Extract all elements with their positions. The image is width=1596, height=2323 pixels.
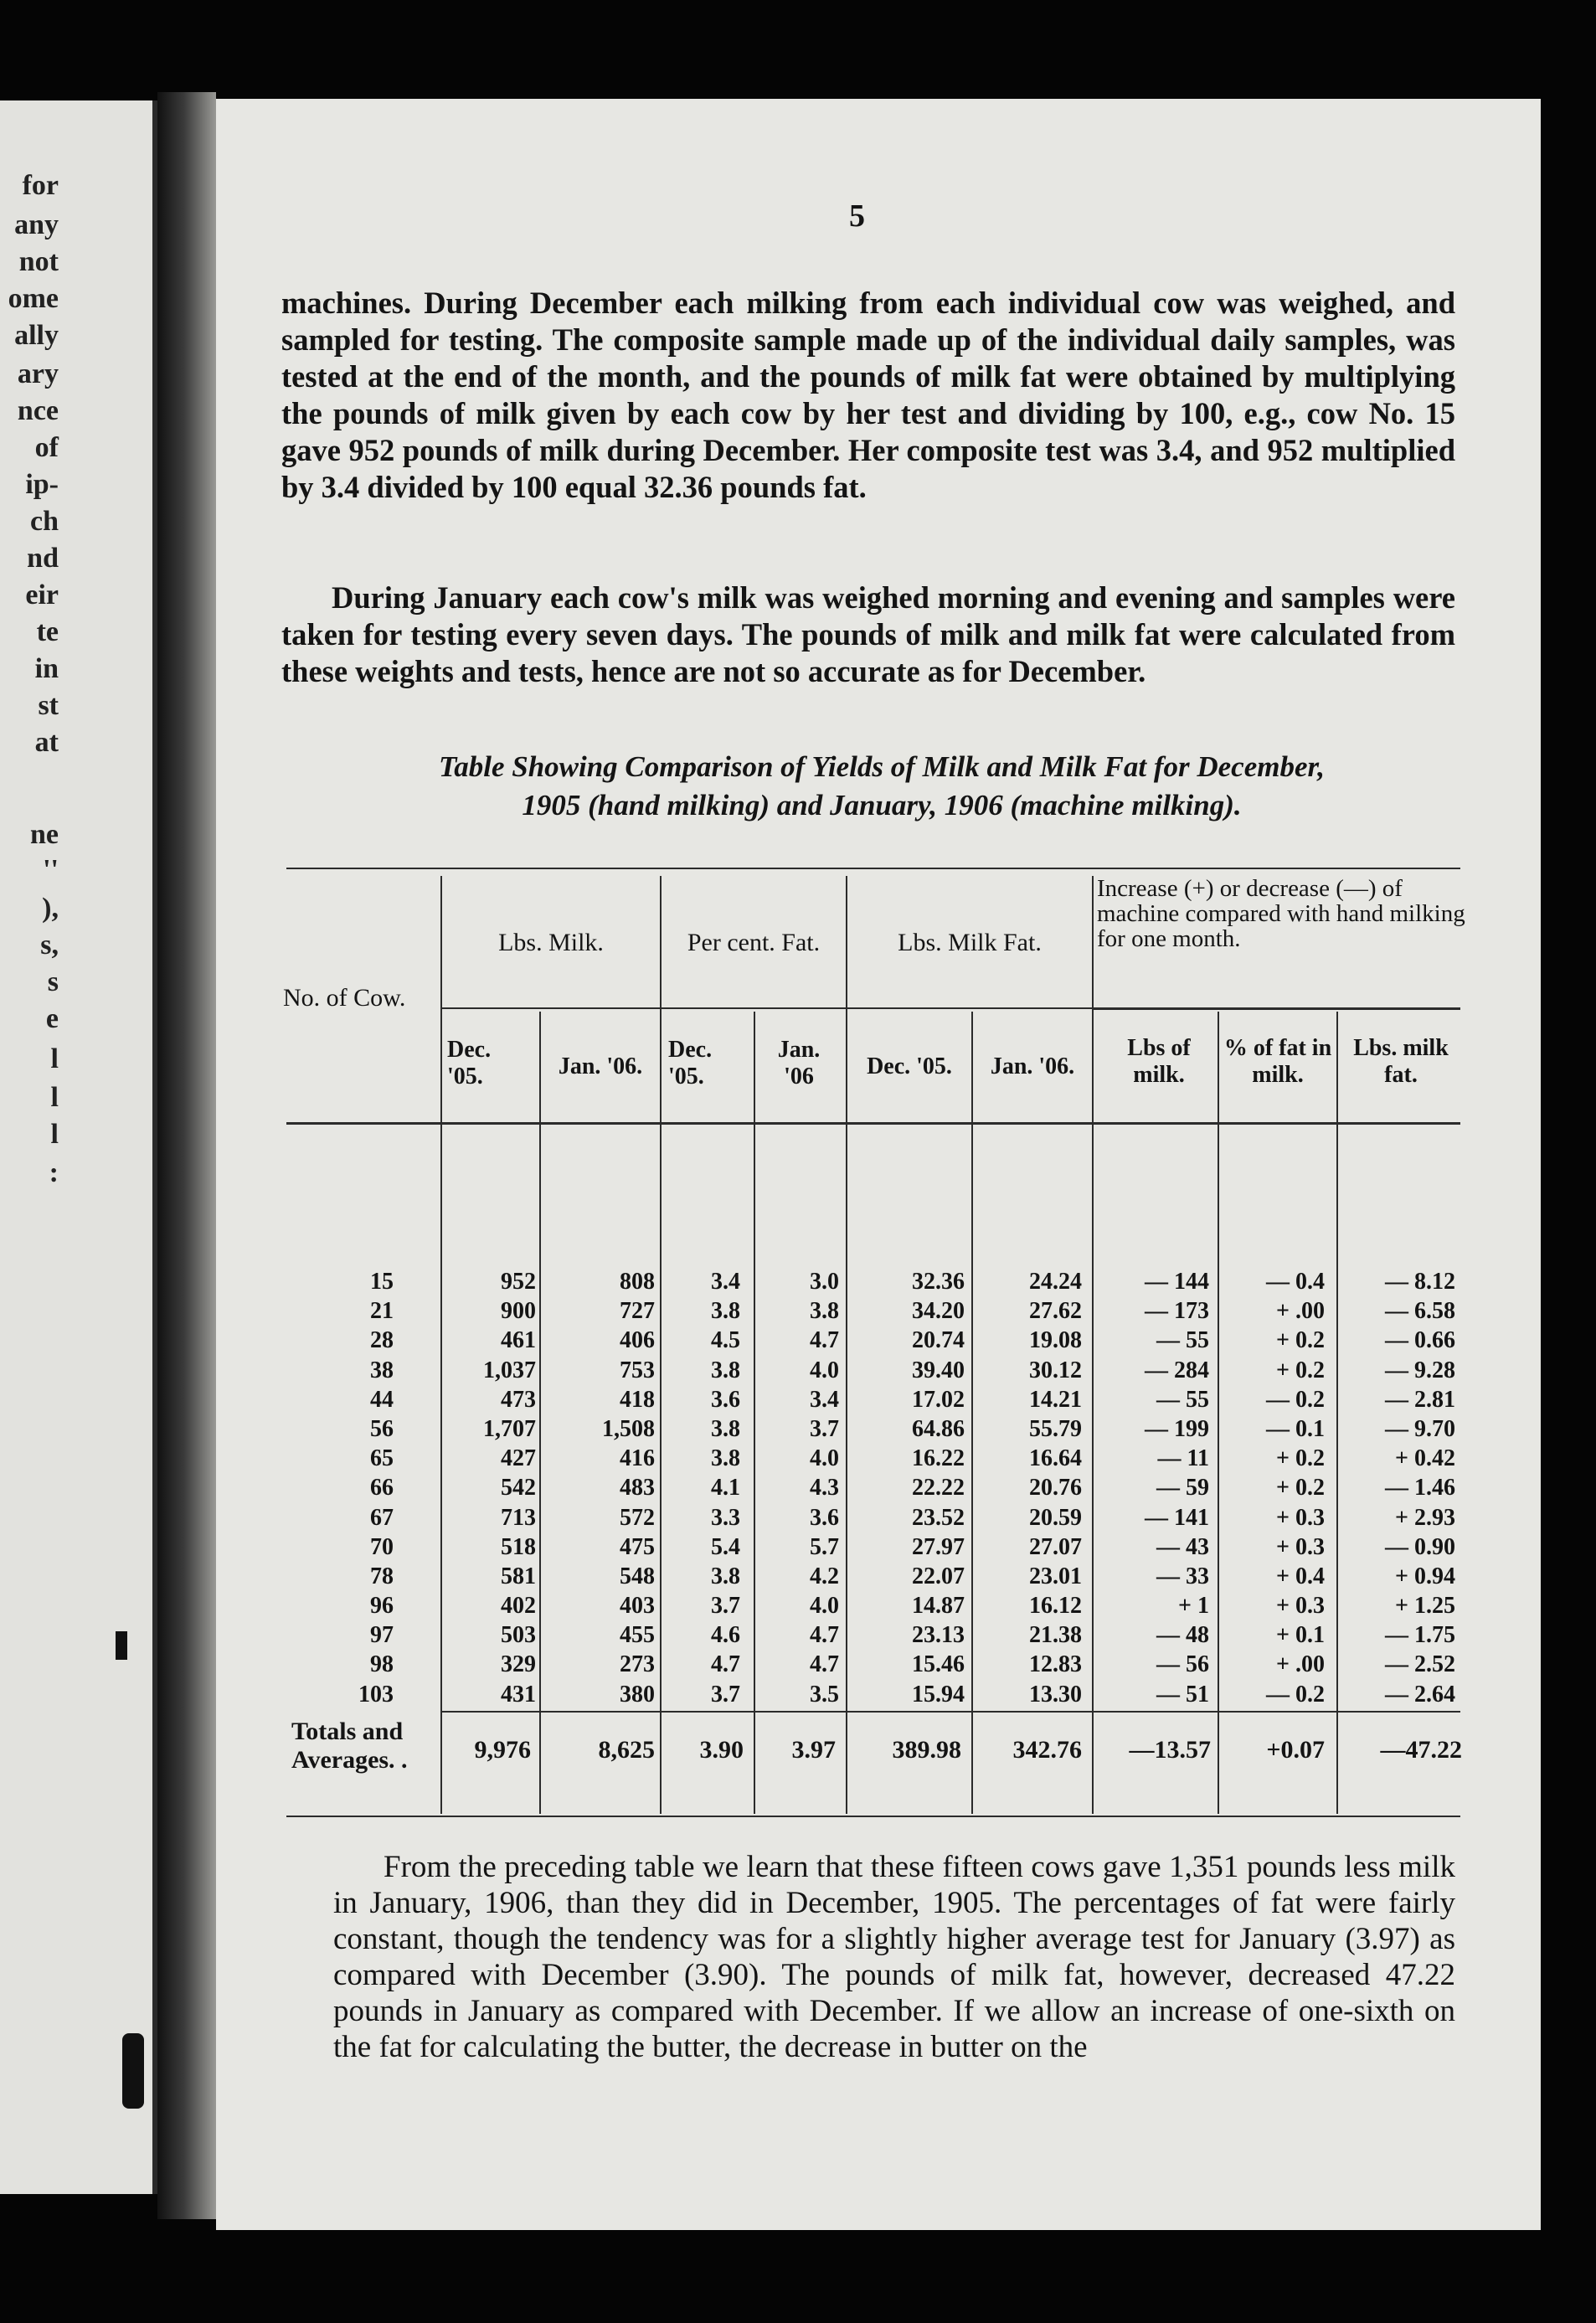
cell-milk-dec: 581 bbox=[501, 1563, 536, 1589]
table-caption-line1: Table Showing Comparison of Yields of Milk and Milk Fat for December, bbox=[439, 750, 1325, 783]
left-page-fragment: l bbox=[50, 1119, 59, 1150]
cell-milk-jan: 727 bbox=[620, 1298, 655, 1325]
cell-mf-dec: 22.22 bbox=[912, 1475, 965, 1501]
left-page-fragment: ip- bbox=[25, 469, 59, 500]
cell-mf-dec: 17.02 bbox=[912, 1386, 965, 1413]
cell-milk-jan: 483 bbox=[620, 1475, 655, 1501]
cell-fat-dec: 3.7 bbox=[711, 1593, 740, 1620]
cell-milk-jan: 455 bbox=[620, 1622, 655, 1649]
col-diff-milk bbox=[1097, 1267, 1209, 1709]
cell-cow: 67 bbox=[370, 1504, 394, 1531]
cell-milk-jan: 475 bbox=[620, 1533, 655, 1560]
page-number: 5 bbox=[849, 198, 865, 234]
cell-mf-dec: 39.40 bbox=[912, 1357, 965, 1383]
left-page-fragment: st bbox=[38, 690, 59, 721]
cell-fat-jan: 4.0 bbox=[810, 1593, 839, 1620]
cell-diff-pct: — 0.1 bbox=[1266, 1415, 1325, 1442]
scan-speck bbox=[116, 1631, 127, 1660]
cell-milk-jan: 808 bbox=[620, 1269, 655, 1295]
cell-milk-jan: 416 bbox=[620, 1445, 655, 1472]
cell-diff-pct: + 0.1 bbox=[1276, 1622, 1325, 1649]
cell-diff-pct: + .00 bbox=[1276, 1651, 1325, 1678]
left-page-fragment: '' bbox=[43, 854, 59, 885]
paragraph-conclusion-text: From the preceding table we learn that these fifteen cows gave 1,351 pounds less milk in January, 1906, than they did in December, 1905. The percentages of fat were fairly constant, though the tendency was for a slightly higher average test for January (3.97) as compared with December (3.90). The pounds of milk fat, however, decreased 47.22 pounds in January as compared with December. If we allow an increase of one-sixth on the fat for calculating the butter, the decrease in butter on the bbox=[333, 1850, 1455, 2064]
col-milk-jan bbox=[541, 1267, 655, 1709]
col-diff-pct bbox=[1219, 1267, 1325, 1709]
cell-fat-jan: 3.4 bbox=[810, 1386, 839, 1413]
cell-milk-dec: 518 bbox=[501, 1533, 536, 1560]
vline-mf bbox=[1092, 876, 1094, 1814]
cell-fat-dec: 4.7 bbox=[711, 1651, 740, 1678]
body-bottom-rule bbox=[442, 1711, 1460, 1713]
cell-fat-jan: 3.6 bbox=[810, 1504, 839, 1531]
totals-label-line1: Totals and bbox=[291, 1718, 404, 1745]
cell-diff-milk: — 33 bbox=[1156, 1563, 1209, 1589]
total-milk-jan: 8,625 bbox=[598, 1736, 655, 1764]
cell-fat-jan: 3.8 bbox=[810, 1298, 839, 1325]
cell-fat-dec: 3.8 bbox=[711, 1563, 740, 1589]
cell-diff-pct: + 0.2 bbox=[1276, 1475, 1325, 1501]
cell-diff-fat: — 0.66 bbox=[1385, 1327, 1455, 1354]
cell-diff-milk: — 48 bbox=[1156, 1622, 1209, 1649]
header-lbs-milk-fat: Lbs. Milk Fat. bbox=[898, 929, 1042, 956]
cell-mf-jan: 30.12 bbox=[1029, 1357, 1082, 1383]
cell-diff-pct: + 0.3 bbox=[1276, 1593, 1325, 1620]
cell-diff-fat: — 0.90 bbox=[1385, 1533, 1455, 1560]
cell-fat-dec: 3.4 bbox=[711, 1269, 740, 1295]
col-cow bbox=[342, 1267, 394, 1709]
cell-mf-jan: 12.83 bbox=[1029, 1651, 1082, 1678]
cell-diff-pct: — 0.2 bbox=[1266, 1386, 1325, 1413]
cell-milk-jan: 273 bbox=[620, 1651, 655, 1678]
cell-mf-jan: 20.59 bbox=[1029, 1504, 1082, 1531]
cell-fat-dec: 3.6 bbox=[711, 1386, 740, 1413]
cell-mf-dec: 15.46 bbox=[912, 1651, 965, 1678]
cell-milk-dec: 461 bbox=[501, 1327, 536, 1354]
header-cow: No. of Cow. bbox=[283, 984, 406, 1012]
cell-diff-fat: — 2.52 bbox=[1385, 1651, 1455, 1678]
cell-fat-jan: 5.7 bbox=[810, 1533, 839, 1560]
cell-fat-dec: 3.7 bbox=[711, 1681, 740, 1707]
cell-mf-dec: 64.86 bbox=[912, 1415, 965, 1442]
table-bottom-rule bbox=[286, 1816, 1460, 1817]
cell-milk-dec: 402 bbox=[501, 1593, 536, 1620]
cell-diff-pct: + .00 bbox=[1276, 1298, 1325, 1325]
cell-mf-jan: 19.08 bbox=[1029, 1327, 1082, 1354]
cell-fat-dec: 3.8 bbox=[711, 1445, 740, 1472]
table-caption bbox=[283, 748, 1480, 825]
cell-diff-milk: + 1 bbox=[1178, 1593, 1209, 1620]
cell-fat-jan: 4.7 bbox=[810, 1327, 839, 1354]
total-diff-pct: +0.07 bbox=[1266, 1736, 1325, 1764]
cell-cow: 21 bbox=[370, 1298, 394, 1325]
cell-mf-dec: 34.20 bbox=[912, 1298, 965, 1325]
header-mf-jan: Jan. '06. bbox=[990, 1053, 1075, 1079]
cell-milk-dec: 473 bbox=[501, 1386, 536, 1413]
left-page-fragment: : bbox=[49, 1157, 59, 1188]
cell-mf-dec: 14.87 bbox=[912, 1593, 965, 1620]
vline-milk bbox=[660, 876, 662, 1814]
header-mf-dec: Dec. '05. bbox=[867, 1053, 952, 1079]
left-page-fragment: not bbox=[18, 246, 59, 277]
cell-milk-jan: 753 bbox=[620, 1357, 655, 1383]
cell-diff-milk: — 59 bbox=[1156, 1475, 1209, 1501]
paragraph-conclusion bbox=[333, 1849, 1455, 2065]
increase-sub-rule bbox=[1092, 1008, 1460, 1010]
cell-diff-fat: — 9.70 bbox=[1385, 1415, 1455, 1442]
cell-cow: 97 bbox=[370, 1622, 394, 1649]
table-top-rule bbox=[286, 868, 1460, 869]
cell-mf-jan: 24.24 bbox=[1029, 1269, 1082, 1295]
cell-milk-jan: 406 bbox=[620, 1327, 655, 1354]
cell-mf-jan: 16.64 bbox=[1029, 1445, 1082, 1472]
total-diff-fat: —47.22 bbox=[1380, 1736, 1462, 1764]
header-milk-jan: Jan. '06. bbox=[558, 1053, 643, 1079]
header-lbs-milk: Lbs. Milk. bbox=[498, 929, 604, 956]
cell-milk-jan: 548 bbox=[620, 1563, 655, 1589]
cell-fat-jan: 4.7 bbox=[810, 1622, 839, 1649]
cell-diff-fat: — 9.28 bbox=[1385, 1357, 1455, 1383]
paragraph-january-text: During January each cow's milk was weighed morning and evening and samples were taken for testing every seven days. The pounds of milk and milk fat were calculated from these weights and tests, hence are not so accurate as for December. bbox=[281, 580, 1455, 688]
cell-diff-pct: — 0.4 bbox=[1266, 1269, 1325, 1295]
cell-diff-fat: — 2.81 bbox=[1385, 1386, 1455, 1413]
left-page-fragment: s, bbox=[40, 930, 59, 961]
total-mf-dec: 389.98 bbox=[892, 1736, 961, 1764]
cell-mf-jan: 21.38 bbox=[1029, 1622, 1082, 1649]
cell-cow: 96 bbox=[370, 1593, 394, 1620]
cell-mf-jan: 16.12 bbox=[1029, 1593, 1082, 1620]
total-diff-milk: —13.57 bbox=[1129, 1736, 1211, 1764]
left-page-fragment: nce bbox=[17, 395, 59, 426]
cell-diff-milk: — 141 bbox=[1145, 1504, 1209, 1531]
cell-mf-dec: 22.07 bbox=[912, 1563, 965, 1589]
cell-milk-dec: 542 bbox=[501, 1475, 536, 1501]
cell-fat-dec: 5.4 bbox=[711, 1533, 740, 1560]
cell-fat-dec: 4.1 bbox=[711, 1475, 740, 1501]
left-page-fragment: l bbox=[50, 1043, 59, 1074]
header-fat-jan: Jan. '06 bbox=[777, 1037, 821, 1089]
cell-milk-dec: 427 bbox=[501, 1445, 536, 1472]
cell-diff-milk: — 11 bbox=[1157, 1445, 1209, 1472]
cell-cow: 28 bbox=[370, 1327, 394, 1354]
cell-diff-fat: + 0.94 bbox=[1395, 1563, 1455, 1589]
scanned-page bbox=[216, 99, 1541, 2230]
left-page-fragment: ary bbox=[17, 358, 59, 389]
cell-diff-fat: — 1.46 bbox=[1385, 1475, 1455, 1501]
header-fat-dec: Dec. '05. bbox=[668, 1037, 713, 1089]
cell-cow: 103 bbox=[358, 1681, 394, 1707]
cell-milk-jan: 380 bbox=[620, 1681, 655, 1707]
cell-mf-jan: 13.30 bbox=[1029, 1681, 1082, 1707]
cell-fat-jan: 4.0 bbox=[810, 1357, 839, 1383]
col-fat-jan bbox=[755, 1267, 839, 1709]
cell-milk-dec: 503 bbox=[501, 1622, 536, 1649]
cell-mf-dec: 23.13 bbox=[912, 1622, 965, 1649]
cell-diff-fat: + 2.93 bbox=[1395, 1504, 1455, 1531]
left-page-fragment: any bbox=[14, 209, 59, 240]
cell-cow: 65 bbox=[370, 1445, 394, 1472]
cell-diff-pct: — 0.2 bbox=[1266, 1681, 1325, 1707]
cell-fat-dec: 4.5 bbox=[711, 1327, 740, 1354]
cell-fat-dec: 4.6 bbox=[711, 1622, 740, 1649]
cell-diff-milk: — 43 bbox=[1156, 1533, 1209, 1560]
left-page-fragment: s bbox=[47, 966, 59, 997]
cell-milk-dec: 713 bbox=[501, 1504, 536, 1531]
cell-diff-milk: — 173 bbox=[1145, 1298, 1209, 1325]
cell-diff-fat: — 1.75 bbox=[1385, 1622, 1455, 1649]
total-fat-jan: 3.97 bbox=[791, 1736, 836, 1764]
cell-mf-jan: 14.21 bbox=[1029, 1386, 1082, 1413]
total-milk-dec: 9,976 bbox=[474, 1736, 531, 1764]
cell-mf-dec: 20.74 bbox=[912, 1327, 965, 1354]
previous-page-edge bbox=[0, 100, 157, 2194]
col-diff-fat bbox=[1338, 1267, 1455, 1709]
cell-diff-milk: — 55 bbox=[1156, 1386, 1209, 1413]
header-diff-pct: % of fat in milk. bbox=[1223, 1035, 1332, 1088]
left-page-fragment: of bbox=[34, 432, 59, 463]
cell-diff-pct: + 0.2 bbox=[1276, 1445, 1325, 1472]
header-milk-dec: Dec. '05. bbox=[447, 1037, 492, 1089]
cell-fat-dec: 3.8 bbox=[711, 1357, 740, 1383]
cell-cow: 38 bbox=[370, 1357, 394, 1383]
left-page-fragment: at bbox=[34, 727, 59, 758]
cell-cow: 78 bbox=[370, 1563, 394, 1589]
cell-milk-dec: 900 bbox=[501, 1298, 536, 1325]
cell-fat-dec: 3.3 bbox=[711, 1504, 740, 1531]
cell-milk-dec: 1,707 bbox=[483, 1415, 536, 1442]
book-gutter bbox=[157, 92, 216, 2219]
cell-milk-dec: 329 bbox=[501, 1651, 536, 1678]
cell-milk-dec: 1,037 bbox=[483, 1357, 536, 1383]
cell-cow: 66 bbox=[370, 1475, 394, 1501]
col-mf-jan bbox=[973, 1267, 1082, 1709]
cell-diff-pct: + 0.3 bbox=[1276, 1533, 1325, 1560]
cell-diff-fat: + 0.42 bbox=[1395, 1445, 1455, 1472]
cell-milk-dec: 952 bbox=[501, 1269, 536, 1295]
cell-diff-pct: + 0.3 bbox=[1276, 1504, 1325, 1531]
total-fat-dec: 3.90 bbox=[699, 1736, 744, 1764]
cell-mf-jan: 23.01 bbox=[1029, 1563, 1082, 1589]
cell-mf-jan: 27.07 bbox=[1029, 1533, 1082, 1560]
paragraph-january bbox=[281, 579, 1455, 690]
col-milk-dec bbox=[442, 1267, 536, 1709]
cell-diff-milk: — 51 bbox=[1156, 1681, 1209, 1707]
cell-fat-dec: 3.8 bbox=[711, 1298, 740, 1325]
cell-diff-milk: — 55 bbox=[1156, 1327, 1209, 1354]
header-increase: Increase (+) or decrease (—) of machine compared with hand milking for one month. bbox=[1097, 875, 1465, 952]
cell-mf-dec: 15.94 bbox=[912, 1681, 965, 1707]
cell-diff-fat: — 8.12 bbox=[1385, 1269, 1455, 1295]
cell-fat-jan: 4.0 bbox=[810, 1445, 839, 1472]
header-diff-fat: Lbs. milk fat. bbox=[1353, 1035, 1449, 1088]
left-page-fragment: l bbox=[50, 1082, 59, 1113]
cell-milk-jan: 418 bbox=[620, 1386, 655, 1413]
cell-fat-jan: 3.5 bbox=[810, 1681, 839, 1707]
cell-diff-fat: + 1.25 bbox=[1395, 1593, 1455, 1620]
table-caption-line2: 1905 (hand milking) and January, 1906 (machine milking). bbox=[522, 789, 1242, 822]
cell-cow: 56 bbox=[370, 1415, 394, 1442]
cell-fat-jan: 3.7 bbox=[810, 1415, 839, 1442]
col-fat-dec bbox=[668, 1267, 740, 1709]
col-mf-dec bbox=[852, 1267, 965, 1709]
cell-diff-pct: + 0.2 bbox=[1276, 1327, 1325, 1354]
cell-cow: 98 bbox=[370, 1651, 394, 1678]
cell-diff-milk: — 56 bbox=[1156, 1651, 1209, 1678]
cell-mf-dec: 32.36 bbox=[912, 1269, 965, 1295]
totals-label-line2: Averages. . bbox=[291, 1746, 408, 1774]
left-page-fragment: ally bbox=[14, 320, 59, 351]
paragraph-machines: machines. During December each milking from each individual cow was weighed, and sampled for testing. The composite sample made up of the individual daily samples, was tested at the end of the month, and the pounds of milk fat were obtained by multiplying the pounds of milk given by each cow by her test and dividing by 100, e.g., cow No. 15 gave 952 pounds of milk during December. Her composite test was 3.4, and 952 multiplied by 3.4 divided by 100 equal 32.36 pounds fat. bbox=[281, 286, 1455, 504]
header-bottom-rule bbox=[286, 1122, 1460, 1125]
cell-cow: 44 bbox=[370, 1386, 394, 1413]
total-mf-jan: 342.76 bbox=[1012, 1736, 1082, 1764]
cell-diff-milk: — 144 bbox=[1145, 1269, 1209, 1295]
left-page-fragment: ), bbox=[42, 893, 59, 924]
left-page-fragment: e bbox=[45, 1003, 59, 1034]
header-diff-milk: Lbs of milk. bbox=[1127, 1035, 1191, 1088]
cell-diff-pct: + 0.2 bbox=[1276, 1357, 1325, 1383]
cell-cow: 70 bbox=[370, 1533, 394, 1560]
left-page-fragment: in bbox=[34, 653, 59, 684]
cell-mf-jan: 20.76 bbox=[1029, 1475, 1082, 1501]
cell-diff-milk: — 284 bbox=[1145, 1357, 1209, 1383]
cell-fat-dec: 3.8 bbox=[711, 1415, 740, 1442]
cell-cow: 15 bbox=[370, 1269, 394, 1295]
left-page-fragment: ome bbox=[8, 283, 59, 314]
cell-diff-milk: — 199 bbox=[1145, 1415, 1209, 1442]
cell-diff-fat: — 6.58 bbox=[1385, 1298, 1455, 1325]
cell-diff-pct: + 0.4 bbox=[1276, 1563, 1325, 1589]
cell-fat-jan: 4.3 bbox=[810, 1475, 839, 1501]
left-page-fragment: eir bbox=[25, 579, 59, 610]
left-page-fragment: te bbox=[36, 616, 59, 647]
totals-label bbox=[291, 1718, 408, 1774]
cell-fat-jan: 4.7 bbox=[810, 1651, 839, 1678]
cell-milk-jan: 1,508 bbox=[602, 1415, 655, 1442]
cell-fat-jan: 4.2 bbox=[810, 1563, 839, 1589]
cell-mf-jan: 27.62 bbox=[1029, 1298, 1082, 1325]
cell-mf-dec: 27.97 bbox=[912, 1533, 965, 1560]
cell-milk-jan: 572 bbox=[620, 1504, 655, 1531]
cell-mf-dec: 23.52 bbox=[912, 1504, 965, 1531]
cell-diff-fat: — 2.64 bbox=[1385, 1681, 1455, 1707]
cell-fat-jan: 3.0 bbox=[810, 1269, 839, 1295]
cell-mf-jan: 55.79 bbox=[1029, 1415, 1082, 1442]
left-page-fragment: nd bbox=[27, 543, 59, 574]
cell-milk-dec: 431 bbox=[501, 1681, 536, 1707]
scan-speck bbox=[122, 2033, 144, 2109]
vline-fat bbox=[846, 876, 847, 1814]
left-page-fragment: ch bbox=[30, 506, 59, 537]
cell-milk-jan: 403 bbox=[620, 1593, 655, 1620]
left-page-fragment: for bbox=[22, 170, 59, 201]
header-percent-fat: Per cent. Fat. bbox=[687, 929, 821, 956]
left-page-fragment: ne bbox=[30, 819, 59, 850]
cell-mf-dec: 16.22 bbox=[912, 1445, 965, 1472]
